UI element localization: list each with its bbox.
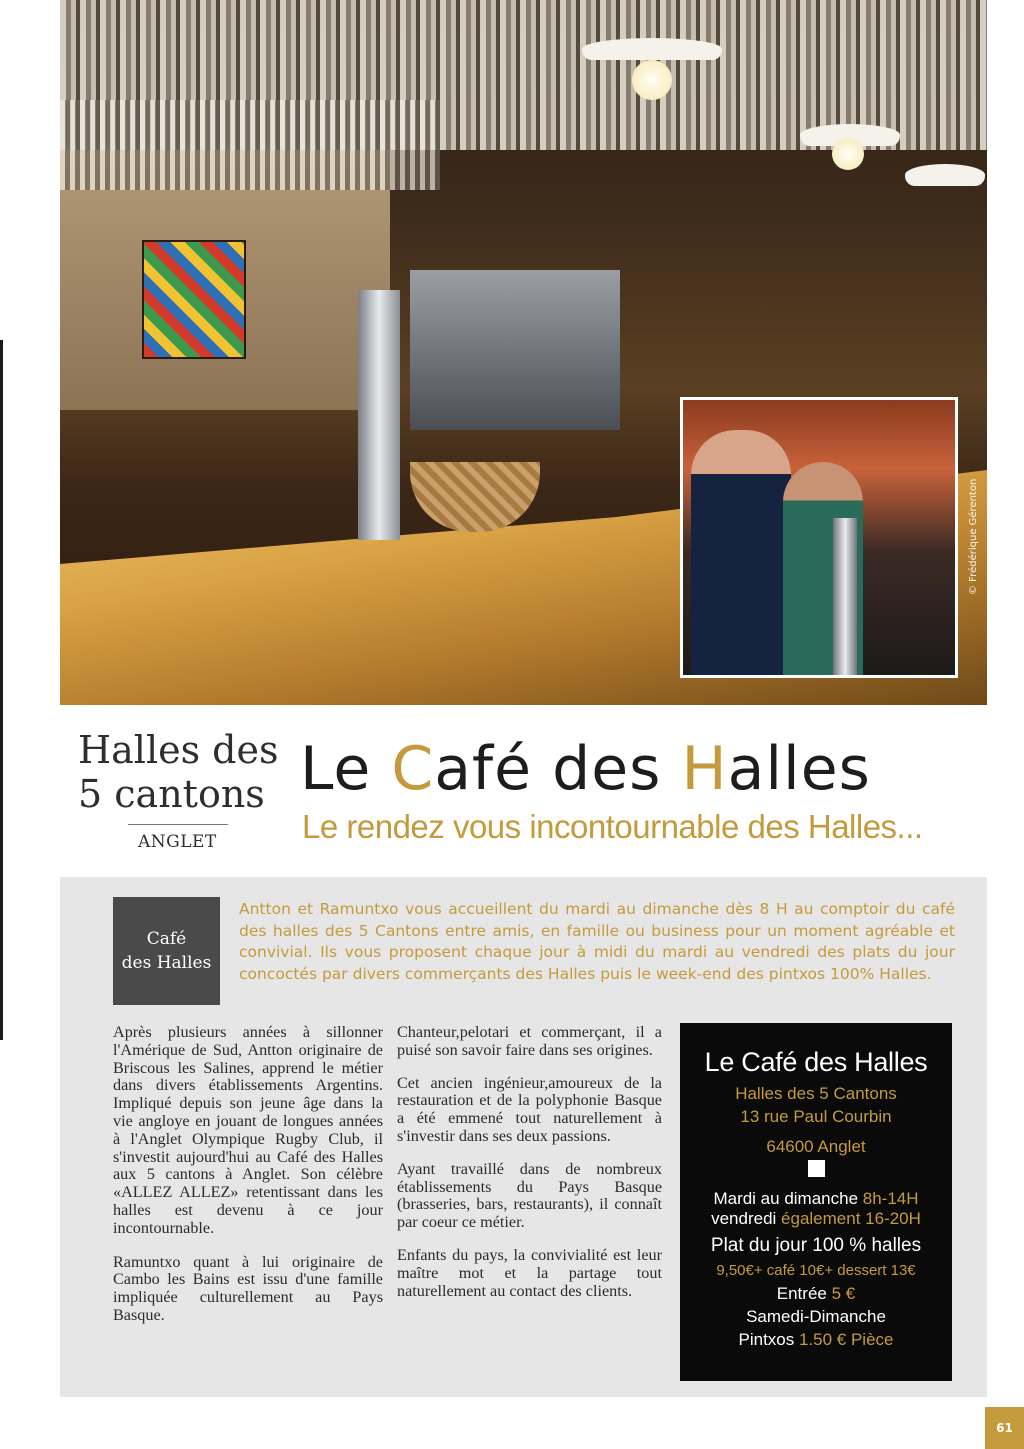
section-tag [113,897,220,1005]
photo-glass-rack-lower [60,100,440,190]
intro-paragraph: Antton et Ramuntxo vous accueillent du mardi au dimanche dès 8 H au comptoir du café des halles des 5 Cantons entre amis, en famille ou business pour un moment agréable et convivial. Ils vous proposent chaque jour à midi du mardi au vendredi des plats du jour concoctés par divers commerçants des Halles puis le week-end des pintxos 100% Halles. [239,900,955,983]
article-subtitle: Le rendez vous incontournable des Halles... [302,808,923,845]
photo-bread-basket [410,462,540,532]
info-prices: 9,50€+ café 10€+ dessert 13€ [716,1262,916,1279]
page-number: 61 [985,1407,1024,1449]
photo-lamp [582,38,722,60]
photo-bulb [632,60,672,100]
page-edge-shadow [0,340,3,1040]
body-paragraph: Ayant travaillé dans de nombreux établissements du Pays Basque (brasseries, bars, restaurants), il connaît par coeur ce métier. [397,1159,662,1232]
info-street: 13 rue Paul Courbin [740,1107,892,1126]
info-title: Le Café des Halles [704,1047,928,1077]
section-tag-line-2: des Halles [121,953,212,973]
info-hours-2 [680,1209,952,1229]
info-entree-label: Entrée [776,1284,832,1303]
body-column-2 [397,1024,662,1315]
bar-photo [60,0,987,705]
info-hours-1-label: Mardi au dimanche [713,1189,863,1208]
info-pintxos [680,1330,952,1350]
info-hours-2-label: vendredi [711,1209,782,1228]
halles-divider [128,824,228,825]
inset-person [691,430,791,675]
body-paragraph: Après plusieurs années à sillonner l'Amérique de Sud, Antton originaire de Briscous les Salines, apprend le métier dans divers établissements Argentins. Impliqué depuis son jeune âge dans la vie angloye en jouant de longues années à l'Anglet Olympique Rugby Club, il s'investit aujourd'hui au Café des Halles aux 5 cantons à Anglet. Son célèbre «ALLEZ ALLEZ» retentissant dans les halles est devenu à ce jour incontournable. [113,1023,383,1237]
info-box [680,1023,952,1381]
info-plat: Plat du jour 100 % halles [710,1235,922,1256]
photo-bulb [832,138,864,170]
title-accent-letter: H [681,734,728,804]
inset-beer-tap [833,518,857,675]
inset-photo [680,397,958,678]
photo-beer-tap [358,290,400,540]
info-entree-value: 5 € [831,1284,856,1303]
photo-coffee-machine [410,270,620,430]
body-paragraph: Enfants du pays, la convivialité est leur maître mot et la partage tout naturellement au contact des clients. [397,1245,662,1300]
halles-line-1: Halles des [78,728,279,772]
info-pintxos-label: Pintxos [738,1330,799,1349]
photo-painting [142,240,246,359]
halles-line-2: 5 cantons [78,772,265,816]
halles-logo-text [78,728,283,816]
photo-lamp [905,164,985,186]
info-pintxos-value: 1.50 € Pièce [798,1330,894,1349]
info-city: 64600 Anglet [766,1137,866,1156]
title-part: alles [727,734,871,804]
halles-city: ANGLET [138,832,217,852]
info-square-icon [808,1160,825,1177]
body-column-1 [113,1024,383,1341]
article-title [300,734,871,804]
info-entree [680,1284,952,1304]
title-accent-letter: C [391,734,435,804]
info-hours-2-value: également 16-20H [781,1209,921,1228]
info-hours-1-value: 8h-14H [862,1189,919,1208]
info-venue: Halles des 5 Cantons [735,1084,897,1103]
body-paragraph: Chanteur,pelotari et commerçant, il a puisé son savoir faire dans ses origines. [397,1023,662,1059]
section-tag-line-1: Café [146,929,187,949]
body-paragraph: Cet ancien ingénieur,amoureux de la restauration et de la polyphonie Basque a été emmené tout naturellement à s'investir dans ses deux passions. [397,1073,662,1145]
title-part: Le [300,734,392,804]
title-part: afé des [434,734,682,804]
info-hours-1 [680,1189,952,1209]
info-weekend: Samedi-Dimanche [746,1307,886,1326]
photo-credit: © Frédérique Gérenton [968,478,979,595]
body-paragraph: Ramuntxo quant à lui originaire de Cambo les Bains est issu d'une famille impliquée culturellement au Pays Basque. [113,1252,383,1324]
